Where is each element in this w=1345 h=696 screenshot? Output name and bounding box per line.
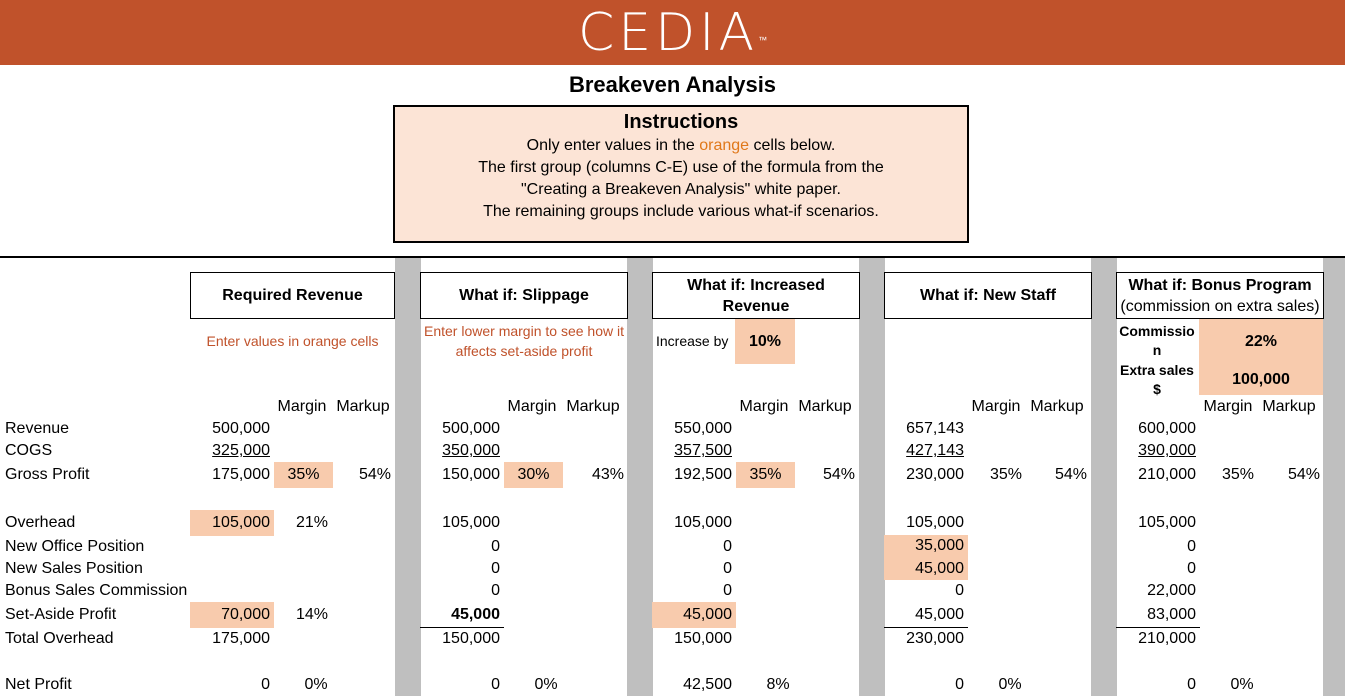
markup-col-header: Markup <box>336 398 390 415</box>
extra-sales-label: Extra sales $ <box>1120 362 1194 397</box>
slippage-cogs: 350,000 <box>442 442 500 459</box>
markup-col-header: Markup <box>798 398 852 415</box>
increased-bonus-commission: 0 <box>723 582 732 599</box>
margin-col-header: Margin <box>971 398 1021 415</box>
bonus-new-sales: 0 <box>1187 560 1196 577</box>
instructions-line: The remaining groups include various what-if scenarios. <box>483 203 879 220</box>
header-bonus-program: What if: Bonus Program (commission on extra sales) <box>1116 272 1324 319</box>
margin-col-header: Margin <box>1203 398 1253 415</box>
instructions-line: "Creating a Breakeven Analysis" white paper. <box>521 181 841 198</box>
increased-new-office: 0 <box>723 538 732 555</box>
instructions-box <box>393 105 969 243</box>
required-margin-input[interactable]: 35% <box>274 462 333 488</box>
instructions-line: The first group (columns C-E) use of the formula from the <box>478 159 884 176</box>
required-gross-profit: 175,000 <box>212 466 270 483</box>
required-overhead-input[interactable]: 105,000 <box>190 510 274 536</box>
increased-net-pct: 8% <box>766 676 790 693</box>
markup-col-header: Markup <box>1030 398 1084 415</box>
commission-label: Commissio n <box>1119 323 1195 358</box>
markup-col-header: Markup <box>1262 398 1316 415</box>
required-set-aside-pct: 14% <box>295 606 329 623</box>
bonus-revenue: 600,000 <box>1138 420 1196 437</box>
header-increased-revenue: What if: Increased Revenue <box>652 272 860 319</box>
staff-set-aside: 45,000 <box>915 606 964 623</box>
bonus-cogs: 390,000 <box>1138 442 1196 459</box>
staff-revenue: 657,143 <box>906 420 964 437</box>
header-new-staff: What if: New Staff <box>884 272 1092 319</box>
row-label-overhead: Overhead <box>5 514 76 531</box>
slippage-new-sales: 0 <box>491 560 500 577</box>
instructions-line: Only enter values in the orange cells below. <box>526 137 836 154</box>
margin-col-header: Margin <box>277 398 327 415</box>
row-label-cogs: COGS <box>5 442 53 459</box>
row-label-bonus-commission: Bonus Sales Commission <box>5 582 188 599</box>
slippage-overhead: 105,000 <box>442 514 500 531</box>
margin-col-header: Margin <box>739 398 789 415</box>
slippage-margin-input[interactable]: 30% <box>504 462 563 488</box>
required-overhead-pct: 21% <box>295 514 329 531</box>
staff-markup: 54% <box>1054 466 1087 483</box>
slippage-bonus-commission: 0 <box>491 582 500 599</box>
increased-set-aside-input[interactable]: 45,000 <box>652 602 736 628</box>
staff-margin: 35% <box>989 466 1023 483</box>
increased-cogs: 357,500 <box>674 442 732 459</box>
increased-margin-input[interactable]: 35% <box>736 462 795 488</box>
increase-by-label: Increase by <box>656 333 729 349</box>
increased-gross-profit: 192,500 <box>674 466 732 483</box>
required-note: Enter values in orange cells <box>206 333 379 349</box>
margin-col-header: Margin <box>507 398 557 415</box>
bonus-gross-profit: 210,000 <box>1138 466 1196 483</box>
increased-overhead: 105,000 <box>674 514 732 531</box>
row-label-gross-profit: Gross Profit <box>5 466 90 483</box>
row-label-new-sales: New Sales Position <box>5 560 143 577</box>
column-separator <box>1323 258 1345 696</box>
staff-gross-profit: 230,000 <box>906 466 964 483</box>
slippage-note: Enter lower margin to see how it affects set-aside profit <box>424 323 624 359</box>
header-slippage: What if: Slippage <box>420 272 628 319</box>
row-label-net-profit: Net Profit <box>5 676 72 693</box>
increased-net-profit: 42,500 <box>683 676 732 693</box>
slippage-total-overhead: 150,000 <box>420 627 504 649</box>
slippage-revenue: 500,000 <box>442 420 500 437</box>
increased-total-overhead: 150,000 <box>674 630 732 647</box>
staff-new-office-input[interactable]: 35,000 <box>884 535 968 558</box>
row-label-set-aside: Set-Aside Profit <box>5 606 117 623</box>
markup-col-header: Markup <box>566 398 620 415</box>
column-separator <box>859 258 885 696</box>
required-net-pct: 0% <box>304 676 328 693</box>
staff-bonus-commission: 0 <box>955 582 964 599</box>
required-total-overhead: 175,000 <box>212 630 270 647</box>
required-revenue: 500,000 <box>212 420 270 437</box>
staff-net-profit: 0 <box>955 676 964 693</box>
staff-overhead: 105,000 <box>906 514 964 531</box>
staff-cogs: 427,143 <box>906 442 964 459</box>
bonus-net-profit: 0 <box>1187 676 1196 693</box>
bonus-new-office: 0 <box>1187 538 1196 555</box>
column-separator <box>627 258 653 696</box>
row-label-total-overhead: Total Overhead <box>5 630 114 647</box>
increased-revenue: 550,000 <box>674 420 732 437</box>
row-label-new-office: New Office Position <box>5 538 145 555</box>
slippage-net-profit: 0 <box>491 676 500 693</box>
bonus-bonus-commission: 22,000 <box>1147 582 1196 599</box>
bonus-margin: 35% <box>1221 466 1255 483</box>
cedia-logo: CEDIA™ <box>577 3 768 63</box>
row-label-revenue: Revenue <box>5 420 70 437</box>
increased-new-sales: 0 <box>723 560 732 577</box>
required-net-profit: 0 <box>261 676 270 693</box>
slippage-net-pct: 0% <box>534 676 558 693</box>
instructions-title: Instructions <box>623 111 739 133</box>
section-divider <box>0 256 1345 258</box>
slippage-set-aside: 45,000 <box>451 606 500 623</box>
required-cogs: 325,000 <box>212 442 270 459</box>
column-separator <box>1091 258 1117 696</box>
bonus-set-aside: 83,000 <box>1147 606 1196 623</box>
staff-net-pct: 0% <box>998 676 1022 693</box>
header-required-revenue: Required Revenue <box>190 272 395 319</box>
staff-new-sales-input[interactable]: 45,000 <box>884 558 968 580</box>
page-title: Breakeven Analysis <box>568 72 777 97</box>
required-markup: 54% <box>358 466 391 483</box>
required-set-aside-input[interactable]: 70,000 <box>190 602 274 628</box>
bonus-overhead: 105,000 <box>1138 514 1196 531</box>
increased-markup: 54% <box>822 466 855 483</box>
slippage-gross-profit: 150,000 <box>442 466 500 483</box>
staff-total-overhead: 230,000 <box>884 627 968 649</box>
commission-input[interactable]: 22% <box>1199 319 1323 364</box>
slippage-new-office: 0 <box>491 538 500 555</box>
bonus-markup: 54% <box>1287 466 1320 483</box>
bonus-total-overhead: 210,000 <box>1116 627 1200 649</box>
increase-by-input[interactable]: 10% <box>735 319 795 364</box>
bonus-net-pct: 0% <box>1230 676 1254 693</box>
extra-sales-input[interactable]: 100,000 <box>1199 364 1323 395</box>
slippage-markup: 43% <box>591 466 624 483</box>
